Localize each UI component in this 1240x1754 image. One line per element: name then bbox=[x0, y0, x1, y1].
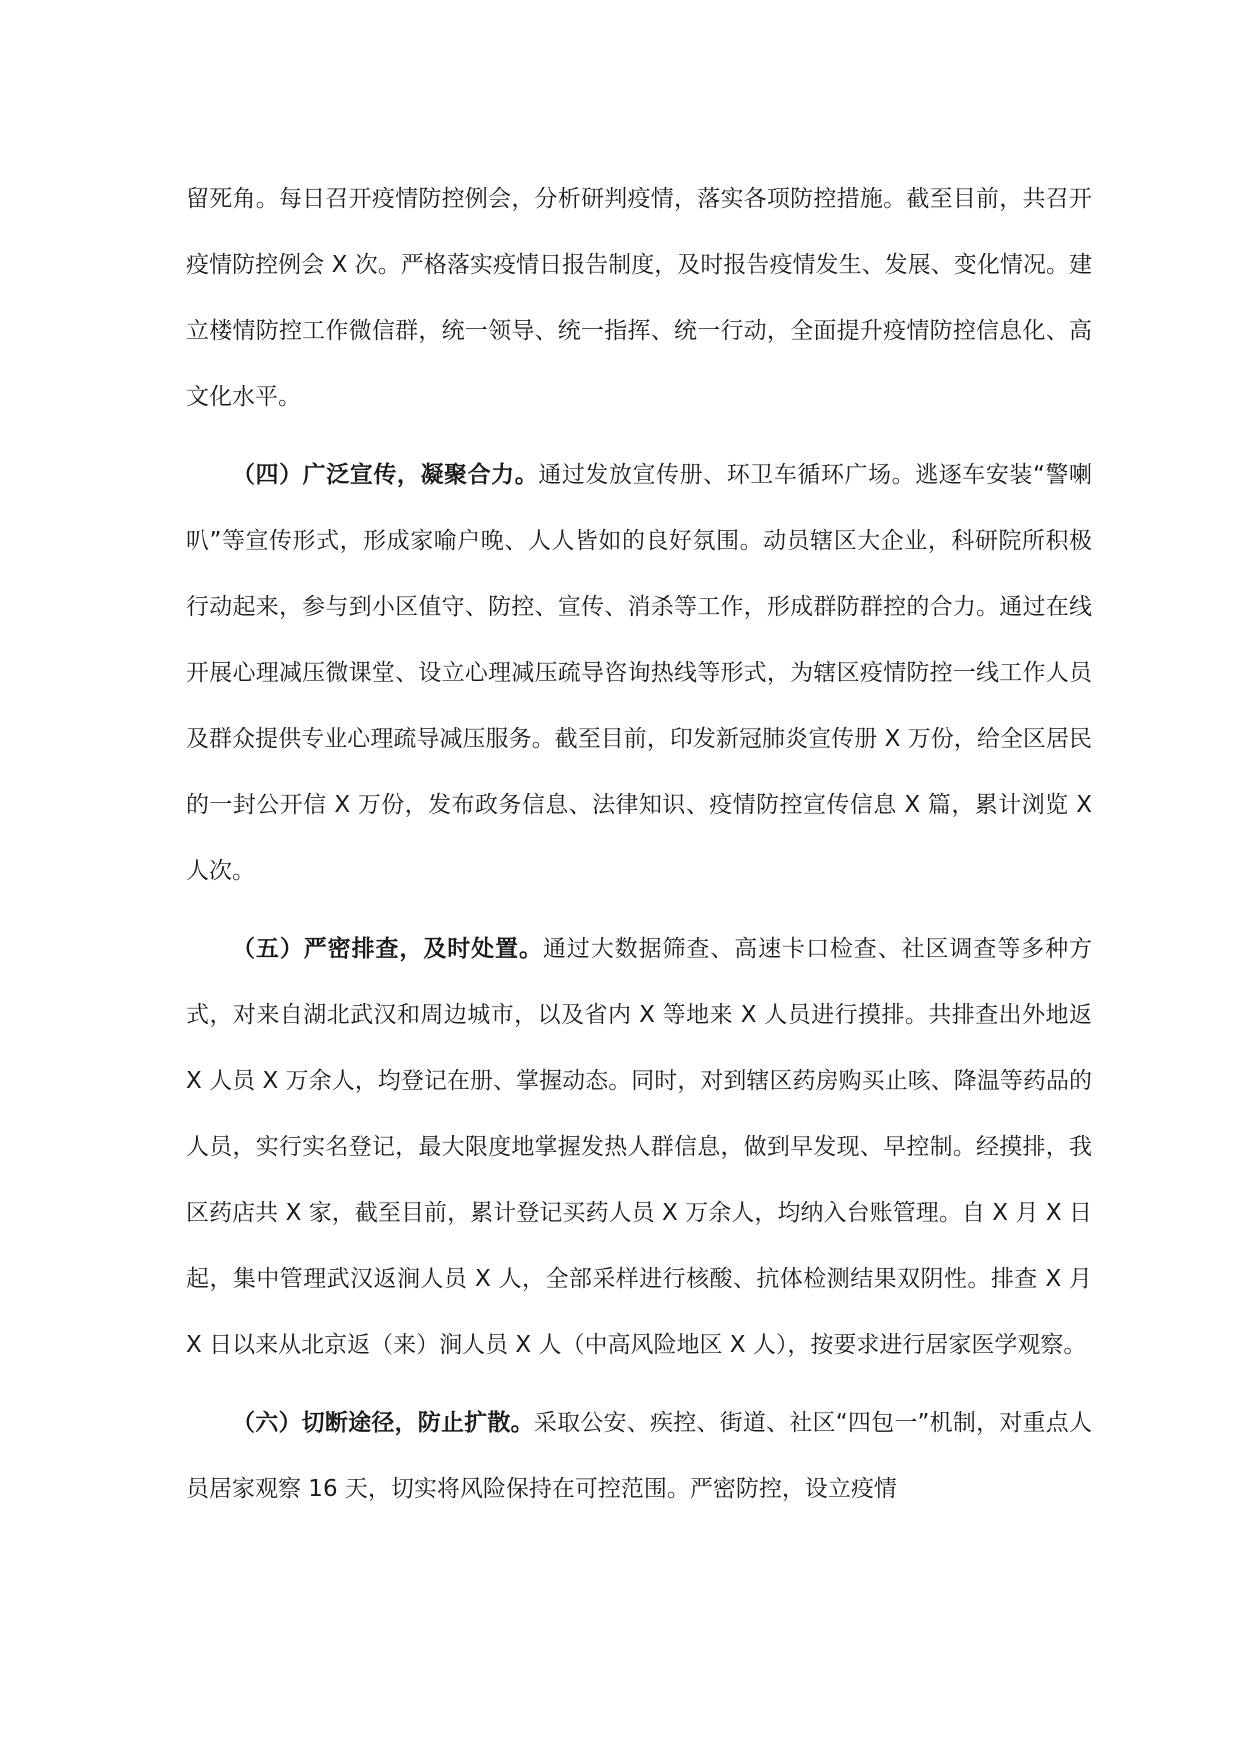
paragraph-section-5 bbox=[186, 916, 1092, 1378]
paragraph-text: 留死角。每日召开疫情防控例会，分析研判疫情，落实各项防控措施。截至目前，共召开疫情防控例会 X 次。严格落实疫情日报告制度，及时报告疫情发生、发展、变化情况。建立楼情防控工作微信群，统一领导、统一指挥、统一行动，全面提升疫情防控信息化、高文化水平。 bbox=[186, 186, 1092, 410]
paragraph-section-4 bbox=[186, 442, 1092, 904]
paragraph-section-6 bbox=[186, 1390, 1092, 1522]
paragraph-text: 通过大数据筛查、高速卡口检查、社区调查等多种方式，对来自湖北武汉和周边城市，以及省内 X 等地来 X 人员进行摸排。共排查出外地返 X 人员 X 万余人，均登记在册、掌握动态。同时，对到辖区药房购买止咳、降温等药品的人员，实行实名登记，最大限度地掌握发热人群信息，做到早发现、早控制。经摸排，我区药店共 X 家，截至目前，累计登记买药人员 X 万余人，均纳入台账管理。自 X 月 X 日起，集中管理武汉返涧人员 X 人，全部采样进行核酸、抗体检测结果双阴性。排查 X 月 X 日以来从北京返（来）涧人员 X 人（中高风险地区 X 人），按要求进行居家医学观察。 bbox=[186, 936, 1093, 1358]
section-heading: （四）广泛宣传，凝聚合力。 bbox=[232, 462, 539, 488]
document-body bbox=[186, 166, 1092, 1522]
paragraph-text: 采取公安、疾控、街道、社区“四包一”机制，对重点人员居家观察 16 天，切实将风险保持在可控范围。严密防控，设立疫情 bbox=[186, 1410, 1092, 1502]
section-heading: （五）严密排查，及时处置。 bbox=[232, 936, 543, 962]
paragraph-text: 通过发放宣传册、环卫车循环广场。逃逐车安装“警喇叭”等宣传形式，形成家喻户晚、人人皆如的良好氛围。动员辖区大企业，科研院所积极行动起来，参与到小区值守、防控、宣传、消杀等工作，形成群防群控的合力。通过在线开展心理减压微课堂、设立心理减压疏导咨询热线等形式，为辖区疫情防控一线工作人员及群众提供专业心理疏导减压服务。截至目前，印发新冠肺炎宣传册 X 万份，给全区居民的一封公开信 X 万份，发布政务信息、法律知识、疫情防控宣传信息 X 篇，累计浏览 X 人次。 bbox=[186, 462, 1093, 884]
paragraph-continuation bbox=[186, 166, 1092, 430]
section-heading: （六）切断途径，防止扩散。 bbox=[232, 1410, 534, 1436]
